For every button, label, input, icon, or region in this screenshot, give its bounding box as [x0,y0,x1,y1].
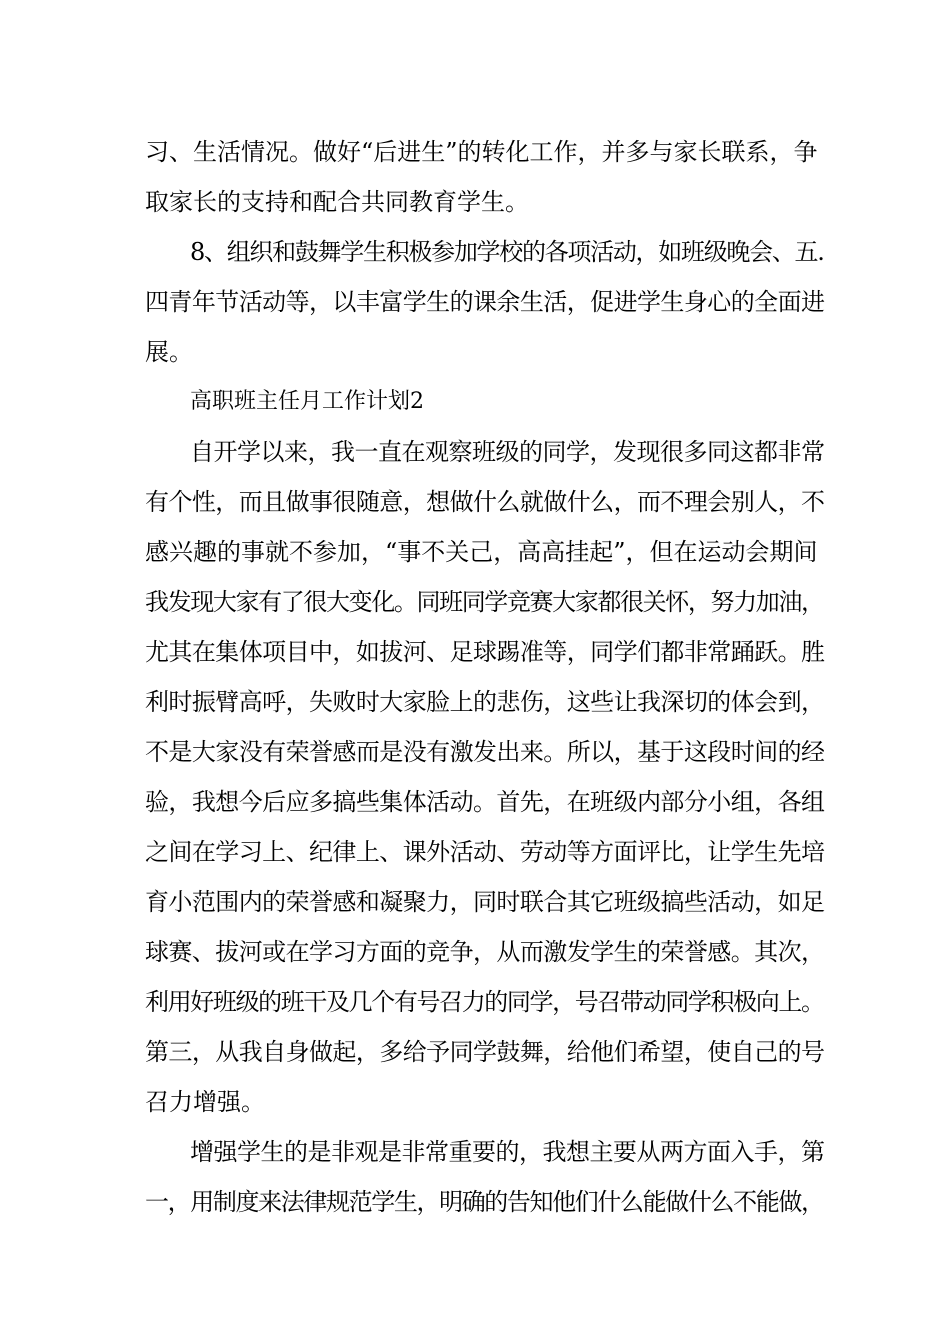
text-line: 展。 [145,338,193,366]
text-line: 我发现大家有了很大变化。同班同学竞赛大家都很关怀，努力加油， [145,588,824,616]
text-line: 增强学生的是非观是非常重要的，我想主要从两方面入手，第 [190,1138,825,1166]
text-line: 8、组织和鼓舞学生积极参加学校的各项活动，如班级晚会、五. [190,238,824,266]
text-line: 验，我想今后应多搞些集体活动。首先，在班级内部分小组，各组 [145,788,825,816]
section-title: 高职班主任月工作计划2 [190,389,424,414]
text-line: 球赛、拔河或在学习方面的竞争，从而激发学生的荣誉感。其次， [145,938,825,966]
text-line: 不是大家没有荣誉感而是没有激发出来。所以，基于这段时间的经 [145,738,825,766]
text-line: 之间在学习上、纪律上、课外活动、劳动等方面评比，让学生先培 [145,838,825,866]
text-line: 自开学以来，我一直在观察班级的同学，发现很多同这都非常 [190,438,825,466]
text-line: 有个性，而且做事很随意，想做什么就做什么，而不理会别人，不 [145,488,825,516]
text-line: 利用好班级的班干及几个有号召力的同学，号召带动同学积极向上。 [145,988,824,1016]
text-line: 感兴趣的事就不参加，“事不关己，高高挂起”，但在运动会期间 [145,538,818,566]
text-line: 第三，从我自身做起，多给予同学鼓舞，给他们希望，使自己的号 [145,1038,825,1066]
text-line: 习、生活情况。做好“后进生”的转化工作，并多与家长联系，争 [145,138,818,166]
text-line: 尤其在集体项目中，如拔河、足球踢准等，同学们都非常踊跃。胜 [145,638,825,666]
text-line: 四青年节活动等，以丰富学生的课余生活，促进学生身心的全面进 [145,288,825,316]
text-line: 利时振臂高呼，失败时大家脸上的悲伤，这些让我深切的体会到， [145,688,825,716]
text-line: 取家长的支持和配合共同教育学生。 [145,188,529,216]
text-line: 育小范围内的荣誉感和凝聚力，同时联合其它班级搞些活动，如足 [145,888,825,916]
text-line: 一，用制度来法律规范学生，明确的告知他们什么能做什么不能做， [145,1188,824,1216]
text-line: 召力增强。 [145,1088,265,1116]
